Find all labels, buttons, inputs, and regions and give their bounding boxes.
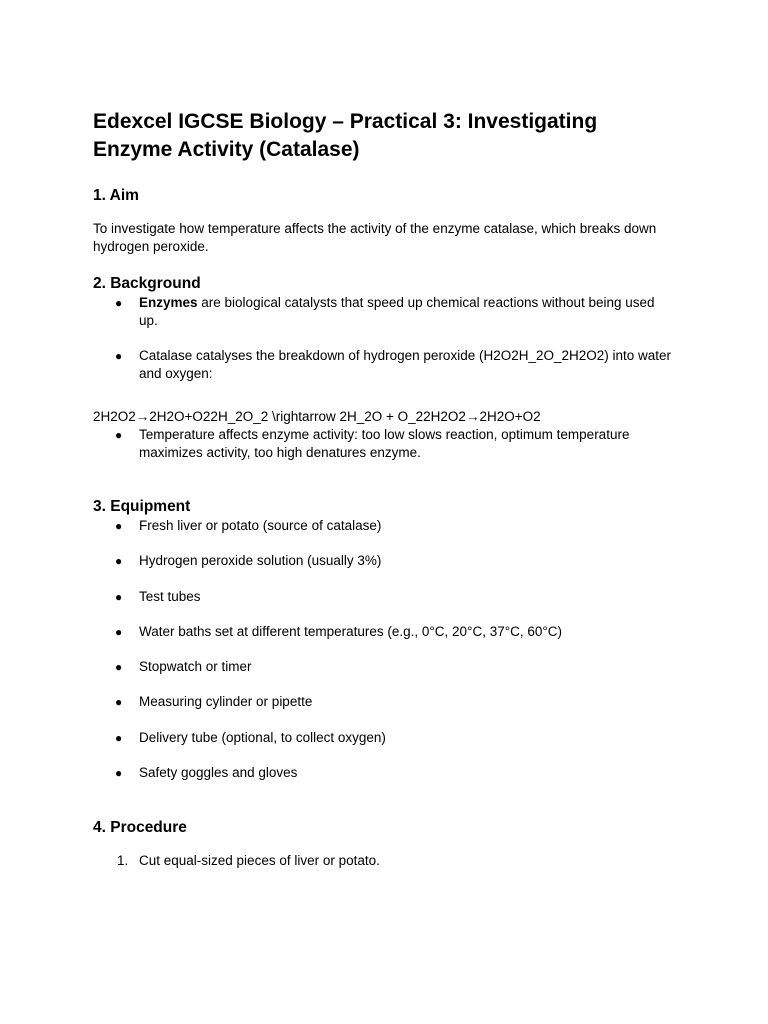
list-item	[93, 658, 673, 676]
list-item	[93, 588, 673, 606]
aim-text: To investigate how temperature affects the activity of the enzyme catalase, which breaks down hydrogen peroxide.	[93, 221, 657, 254]
bullet-icon: ●	[115, 660, 123, 675]
bullet-icon: ●	[115, 730, 123, 745]
temperature-list	[93, 426, 673, 462]
catalase-text: Catalase catalyses the breakdown of hydrogen peroxide (H2O2H_2O_2H2O2) into water and oxygen:	[139, 348, 672, 381]
bullet-icon: ●	[115, 428, 123, 442]
list-item	[93, 552, 673, 570]
bullet-icon: ●	[115, 589, 123, 604]
equipment-item-text: Measuring cylinder or pipette	[139, 694, 313, 710]
procedure-step	[93, 852, 673, 870]
list-item	[93, 729, 673, 747]
bullet-icon: ●	[115, 349, 123, 363]
enzymes-term: Enzymes	[139, 295, 198, 310]
equipment-item-text: Test tubes	[139, 588, 201, 604]
equipment-item-text: Delivery tube (optional, to collect oxygen)	[139, 729, 386, 745]
procedure-heading: 4. Procedure	[93, 819, 187, 837]
bullet-icon: ●	[115, 519, 123, 533]
equipment-heading: 3. Equipment	[93, 498, 191, 515]
list-item	[93, 294, 673, 330]
equipment-item-text: Hydrogen peroxide solution (usually 3%)	[139, 553, 382, 569]
bullet-icon: ●	[115, 296, 123, 310]
list-item	[93, 426, 673, 462]
equipment-item-text: Stopwatch or timer	[139, 659, 252, 675]
reaction-formula: 2H2O2→2H2O+O22H_2O_2 \rightarrow 2H_2O + O_22H2O2→2H2O+O2	[93, 409, 541, 424]
list-item	[93, 693, 673, 711]
equipment-item-text: Safety goggles and gloves	[139, 765, 298, 781]
background-heading: 2. Background	[93, 275, 201, 292]
document-body	[93, 108, 673, 870]
background-list	[93, 294, 673, 383]
bullet-icon: ●	[115, 624, 123, 639]
equipment-list	[93, 517, 673, 782]
aim-heading: 1. Aim	[93, 187, 139, 204]
equipment-item-text: Fresh liver or potato (source of catalase)	[139, 518, 382, 533]
enzymes-definition: are biological catalysts that speed up chemical reactions without being used up.	[139, 295, 655, 328]
document-title: Edexcel IGCSE Biology – Practical 3: Investigating Enzyme Activity (Catalase)	[93, 110, 598, 161]
bullet-icon: ●	[115, 695, 123, 710]
list-item	[93, 347, 673, 383]
bullet-icon: ●	[115, 766, 123, 781]
list-item	[93, 517, 673, 535]
list-item	[93, 764, 673, 782]
step-number: 1.	[117, 853, 129, 869]
step-text: Cut equal-sized pieces of liver or potato.	[139, 853, 380, 869]
list-item	[93, 623, 673, 641]
procedure-list	[93, 852, 673, 870]
equipment-item-text: Water baths set at different temperatures (e.g., 0°C, 20°C, 37°C, 60°C)	[139, 623, 563, 639]
temperature-text: Temperature affects enzyme activity: too low slows reaction, optimum temperature maximizes activity, too high denatures enzyme.	[139, 427, 630, 460]
bullet-icon: ●	[115, 554, 123, 569]
